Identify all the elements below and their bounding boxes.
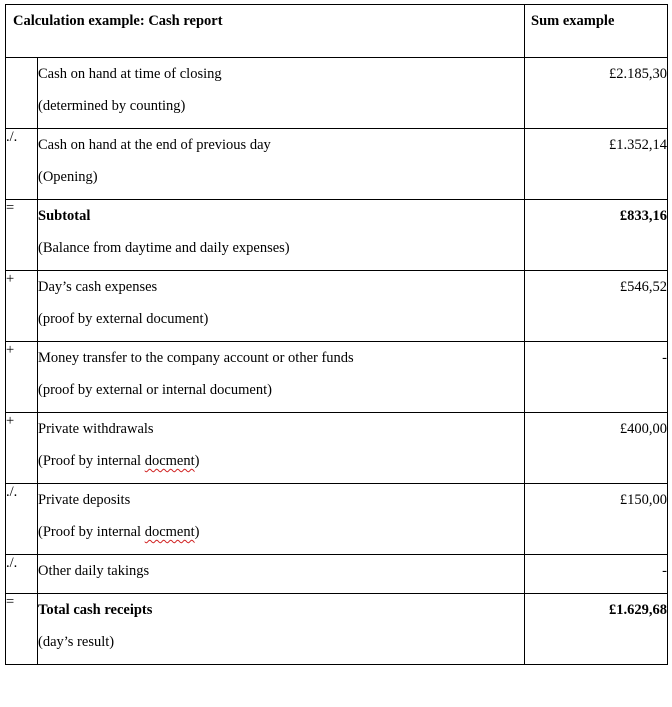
amount-cell: £400,00 — [525, 413, 668, 484]
operator-cell: + — [6, 271, 38, 342]
operator-cell: ./. — [6, 484, 38, 555]
cash-report-table — [5, 4, 668, 665]
amount-cell: - — [525, 555, 668, 594]
description-line: Cash on hand at the end of previous day — [38, 137, 271, 153]
description-line: Money transfer to the company account or other funds — [38, 350, 354, 366]
sum-column-header: Sum example — [525, 5, 668, 58]
description-line: Private deposits — [38, 492, 131, 508]
note-text-end: ) — [194, 524, 200, 540]
table-row — [6, 271, 668, 342]
operator-cell: ./. — [6, 555, 38, 594]
note-text: (Proof by internal — [38, 524, 145, 540]
table-row — [6, 342, 668, 413]
description-line: Subtotal — [38, 208, 91, 224]
amount-cell: £833,16 — [525, 200, 668, 271]
amount-cell: £2.185,30 — [525, 58, 668, 129]
table-title: Calculation example: Cash report — [6, 5, 525, 58]
misspelled-word: docment — [144, 524, 195, 540]
description-cell — [38, 594, 525, 665]
description-note: (proof by external or internal document) — [38, 382, 272, 398]
amount-cell: - — [525, 342, 668, 413]
description-cell — [38, 342, 525, 413]
description-line: Total cash receipts — [38, 602, 153, 618]
amount-cell: £1.629,68 — [525, 594, 668, 665]
description-note — [38, 516, 524, 548]
description-note: (Balance from daytime and daily expenses) — [38, 240, 290, 256]
misspelled-word: docment — [144, 453, 195, 469]
table-row — [6, 129, 668, 200]
description-line: Day’s cash expenses — [38, 279, 158, 295]
table-row — [6, 200, 668, 271]
operator-cell: = — [6, 200, 38, 271]
description-note: (Opening) — [38, 169, 98, 185]
description-cell — [38, 555, 525, 594]
description-note: (determined by counting) — [38, 98, 186, 114]
note-text: (Proof by internal — [38, 453, 145, 469]
table-row — [6, 555, 668, 594]
description-cell — [38, 200, 525, 271]
description-line: Private withdrawals — [38, 421, 154, 437]
operator-cell — [6, 58, 38, 129]
description-cell — [38, 484, 525, 555]
description-note — [38, 445, 524, 477]
header-row — [6, 5, 668, 58]
operator-cell: + — [6, 342, 38, 413]
amount-cell: £546,52 — [525, 271, 668, 342]
description-note: (day’s result) — [38, 634, 115, 650]
operator-cell: ./. — [6, 129, 38, 200]
operator-cell: = — [6, 594, 38, 665]
description-cell — [38, 271, 525, 342]
table-row — [6, 594, 668, 665]
description-cell — [38, 413, 525, 484]
operator-cell: + — [6, 413, 38, 484]
description-line: Other daily takings — [38, 563, 150, 579]
table-row — [6, 484, 668, 555]
description-cell — [38, 129, 525, 200]
amount-cell: £150,00 — [525, 484, 668, 555]
description-line: Cash on hand at time of closing — [38, 66, 222, 82]
description-note: (proof by external document) — [38, 311, 209, 327]
note-text-end: ) — [194, 453, 200, 469]
table-row — [6, 58, 668, 129]
description-cell — [38, 58, 525, 129]
amount-cell: £1.352,14 — [525, 129, 668, 200]
table-row — [6, 413, 668, 484]
